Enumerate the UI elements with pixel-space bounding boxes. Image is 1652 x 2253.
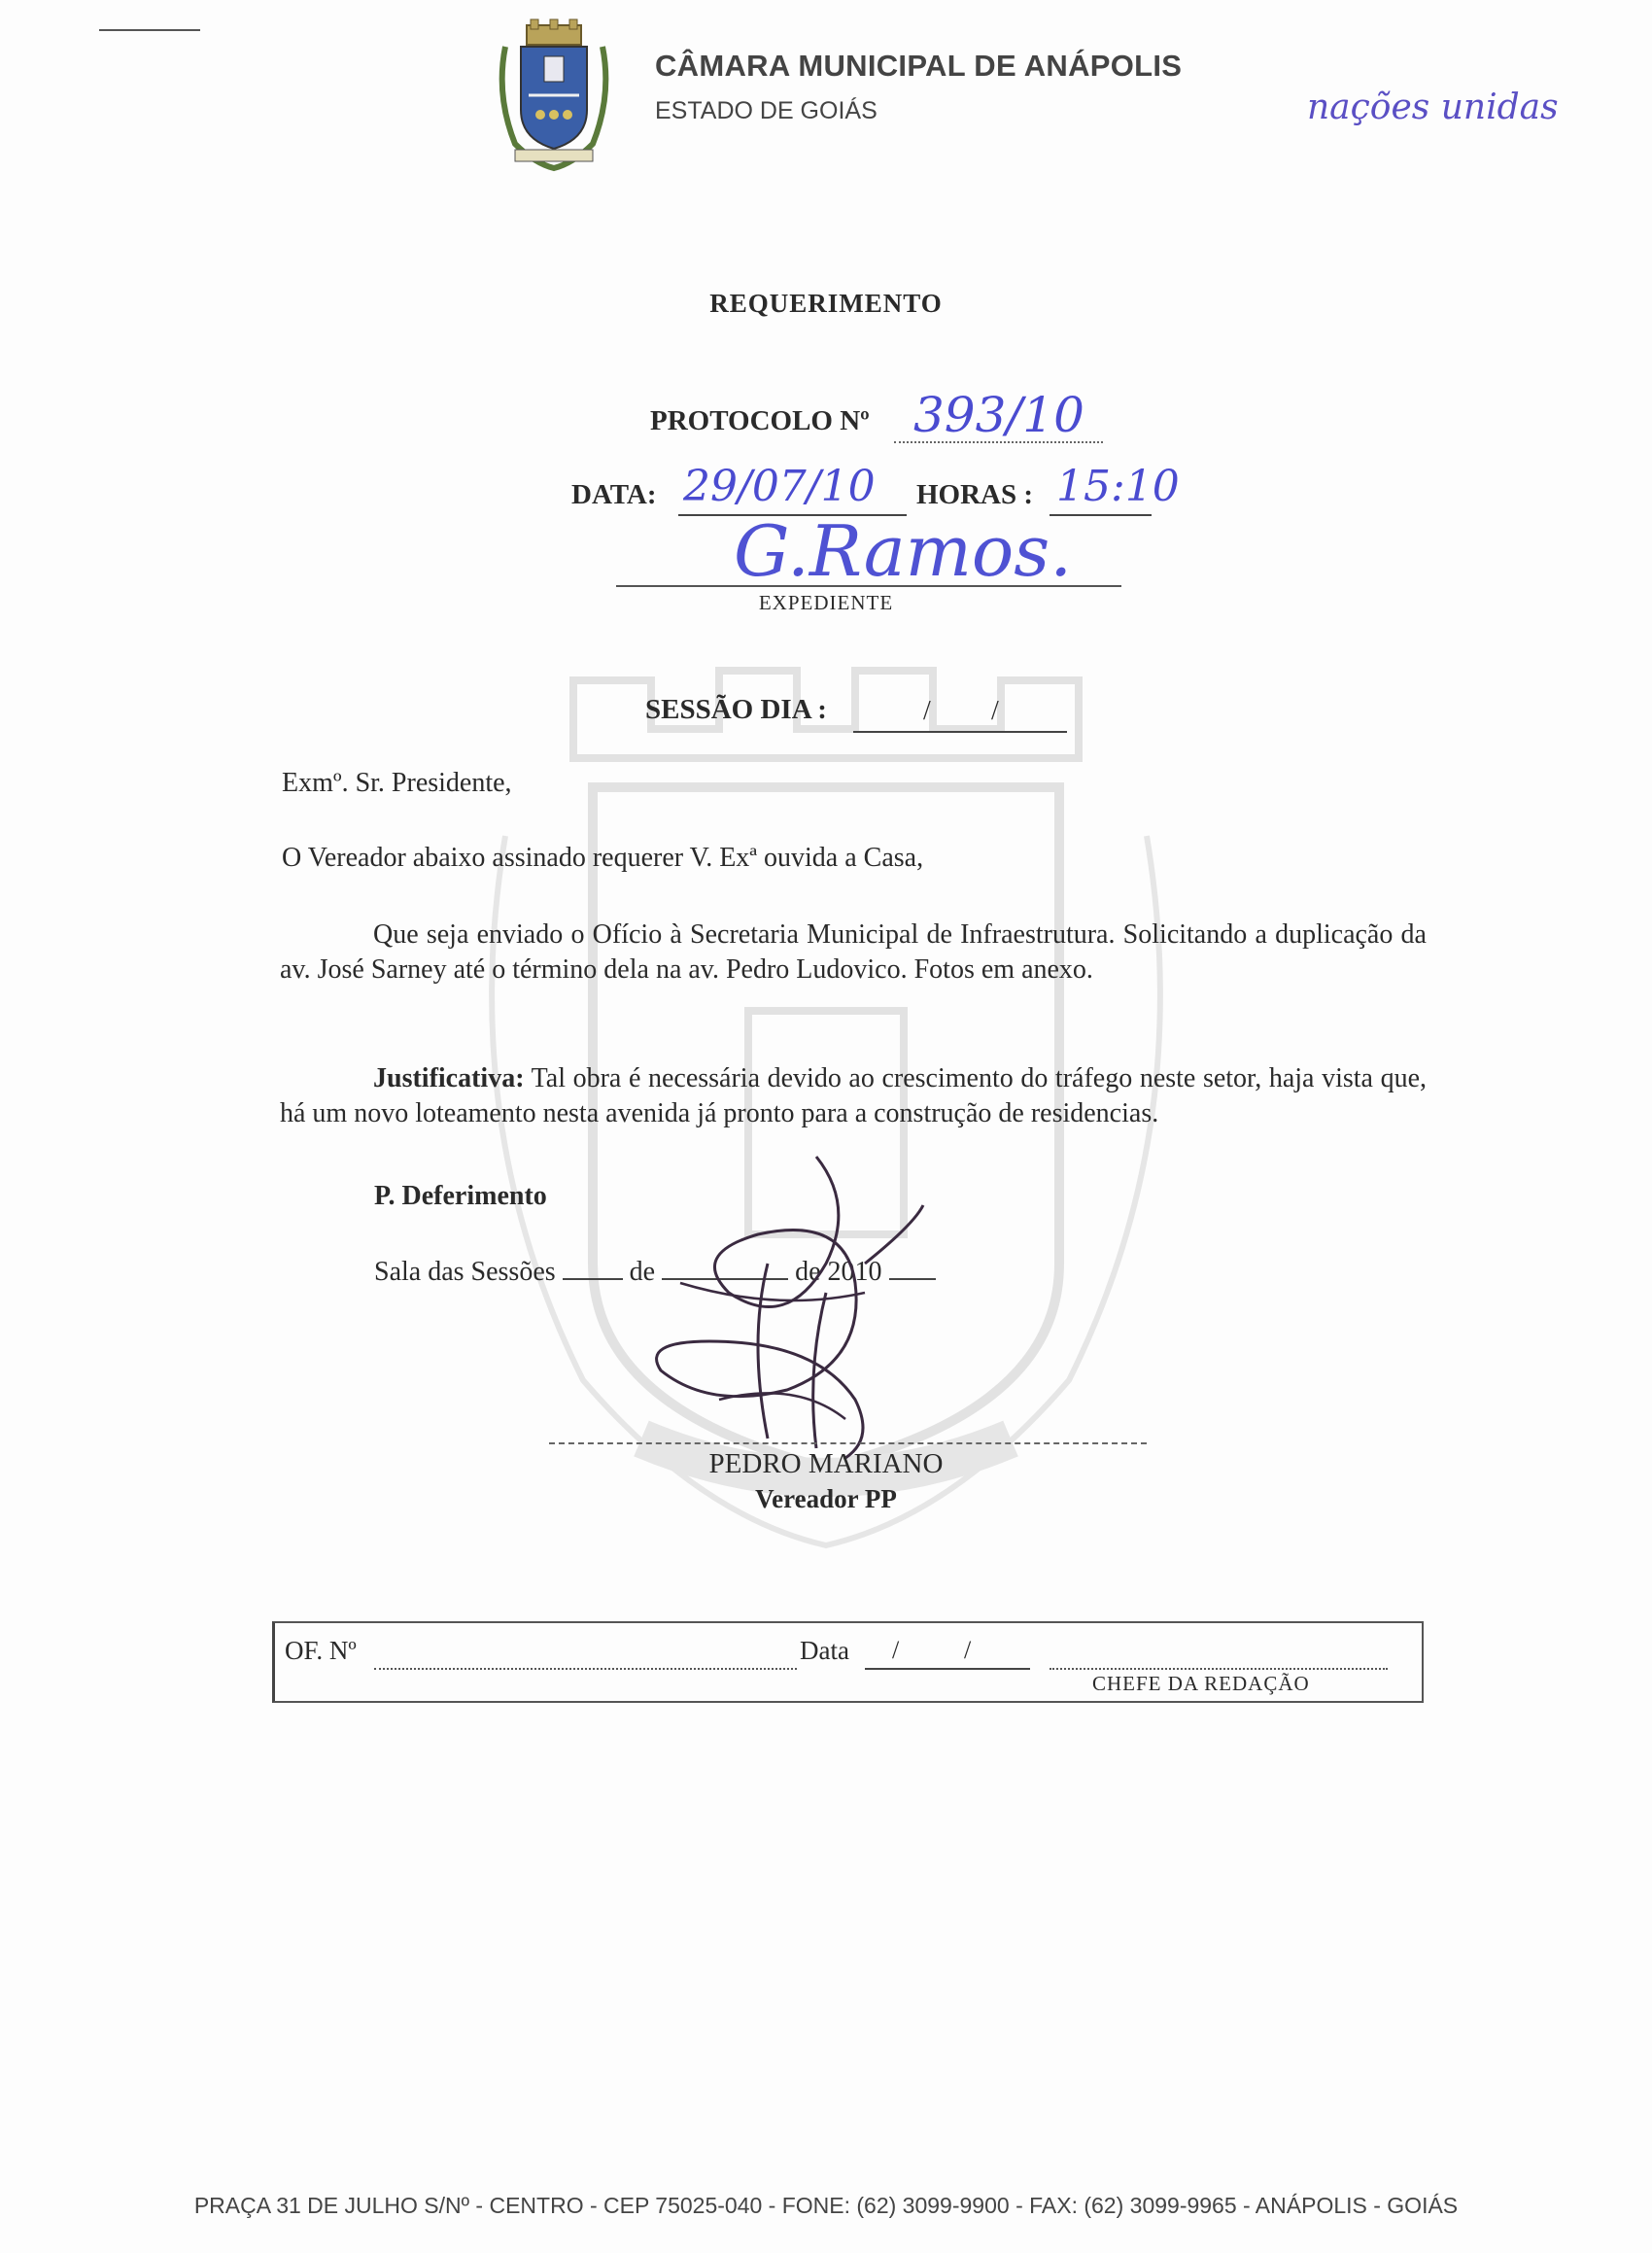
protocol-number: 393/10 — [913, 387, 1084, 443]
hours-value: 15:10 — [1056, 462, 1180, 511]
signature-line — [549, 1442, 1147, 1444]
form-date-label: Data — [800, 1636, 849, 1665]
justification-paragraph — [280, 1061, 1427, 1131]
sala-year: de 2010 — [795, 1257, 882, 1287]
office-number-line — [374, 1668, 797, 1670]
protocol-line — [894, 441, 1103, 443]
signer-name: PEDRO MARIANO — [708, 1448, 944, 1479]
sala-prefix: Sala das Sessões — [374, 1257, 556, 1287]
handwritten-note: nações unidas — [1307, 87, 1559, 127]
document-title: REQUERIMENTO — [709, 289, 943, 318]
protocol-label: PROTOCOLO Nº — [650, 405, 870, 436]
session-separator: / — [923, 696, 931, 726]
justification-text: Tal obra é necessária devido ao crescimento do tráfego neste setor, haja vista que, há um novo loteamento nesta avenida já pronto para a construção de residencias. — [280, 1063, 1428, 1128]
org-state: ESTADO DE GOIÁS — [655, 97, 878, 124]
session-label: SESSÃO DIA : — [645, 694, 827, 725]
hours-label: HORAS : — [916, 479, 1034, 510]
closing: P. Deferimento — [374, 1181, 547, 1211]
intro-line: O Vereador abaixo assinado requerer V. Exª ouvida a Casa, — [282, 843, 924, 873]
org-name: CÂMARA MUNICIPAL DE ANÁPOLIS — [655, 49, 1183, 83]
sala-de: de — [629, 1257, 656, 1287]
greeting: Exmº. Sr. Presidente, — [282, 768, 512, 798]
municipal-crest-icon — [486, 17, 622, 173]
expediente-line — [616, 585, 1121, 587]
handwritten-signature-icon — [622, 1147, 952, 1468]
expediente-signature: G.Ramos. — [734, 510, 1073, 592]
signer-role: Vereador PP — [755, 1484, 897, 1513]
top-rule — [99, 29, 200, 31]
session-separator: / — [991, 696, 999, 726]
session-line — [853, 731, 1067, 733]
chief-signature-line — [1050, 1668, 1388, 1670]
expediente-label: EXPEDIENTE — [758, 591, 894, 614]
form-date-line — [865, 1668, 1030, 1670]
form-date-separator: / — [892, 1636, 900, 1664]
chief-label: CHEFE DA REDAÇÃO — [1092, 1672, 1310, 1695]
footer-address: PRAÇA 31 DE JULHO S/Nº - CENTRO - CEP 75025-040 - FONE: (62) 3099-9900 - FAX: (62) 3099-9965 - ANÁPOLIS - GOIÁS — [193, 2193, 1459, 2218]
justification-label: Justificativa: — [373, 1063, 525, 1093]
sala-day-blank — [563, 1259, 623, 1280]
date-label: DATA: — [571, 479, 657, 510]
form-date-separator: / — [964, 1636, 972, 1664]
date-value: 29/07/10 — [683, 462, 876, 511]
office-number-label: OF. Nº — [285, 1636, 357, 1665]
request-paragraph: Que seja enviado o Ofício à Secretaria Municipal de Infraestrutura. Solicitando a duplicação da av. José Sarney até o término dela na av. Pedro Ludovico. Fotos em anexo. — [280, 919, 1427, 985]
